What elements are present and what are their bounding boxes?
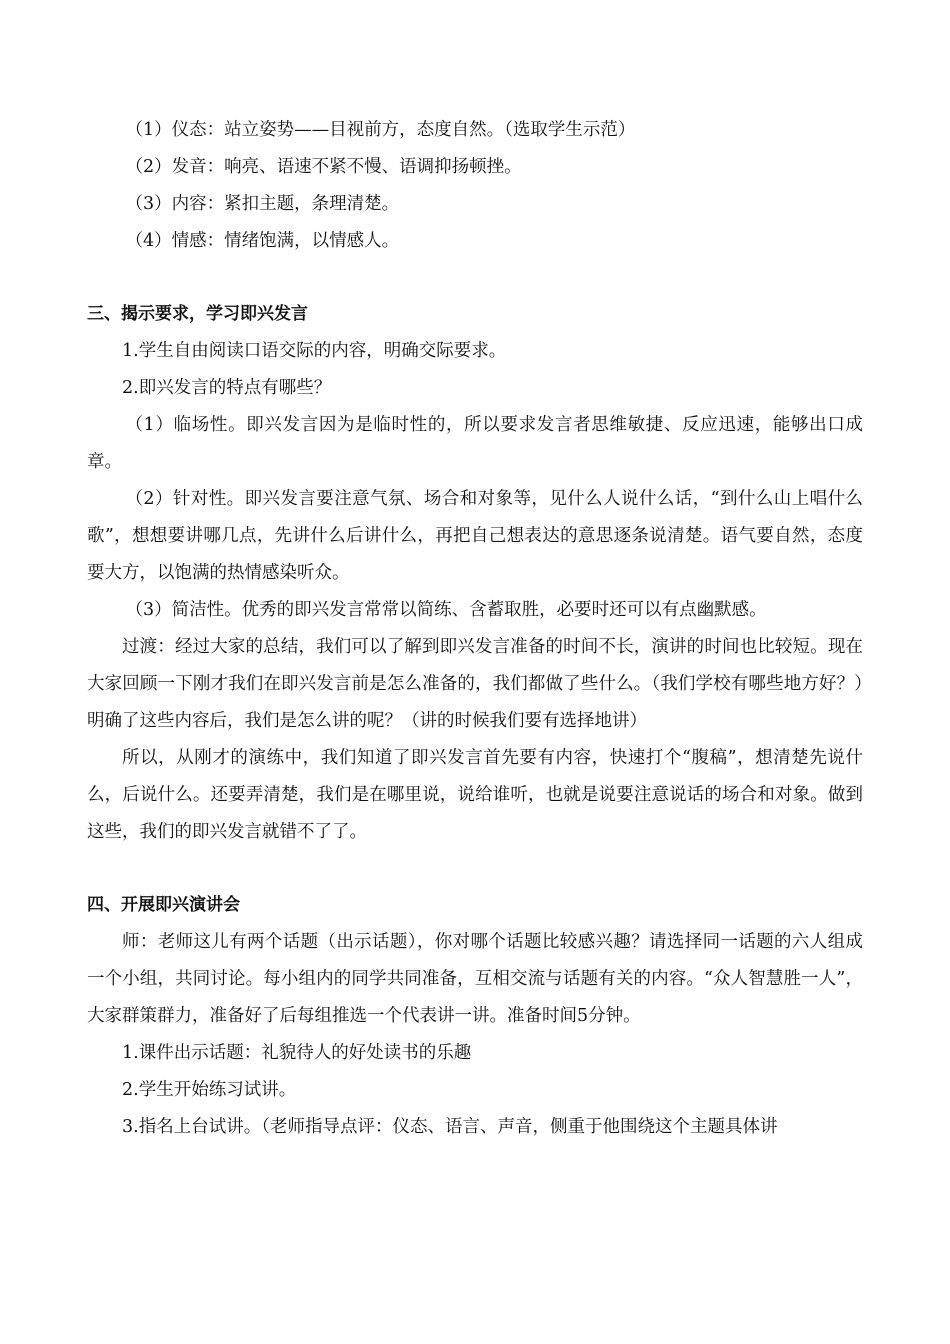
paragraph: （1）临场性。即兴发言因为是临时性的，所以要求发言者思维敏捷、反应迅速，能够出口成章。	[87, 415, 863, 472]
paragraph: 2.学生开始练习试讲。	[122, 1080, 297, 1100]
list-item: （1）仪态：站立姿势——目视前方，态度自然。（选取学生示范）	[125, 120, 636, 140]
paragraph: （3）简洁性。优秀的即兴发言常常以简练、含蓄取胜，必要时还可以有点幽默感。	[125, 600, 767, 620]
paragraph: 1.课件出示话题：礼貌待人的好处读书的乐趣	[122, 1043, 472, 1063]
section-heading-4: 四、开展即兴演讲会	[87, 895, 240, 915]
paragraph: 过渡：经过大家的总结，我们可以了解到即兴发言准备的时间不长，演讲的时间也比较短。现在大家回顾一下刚才我们在即兴发言前是怎么准备的，我们都做了些什么。（我们学校有哪些地方好？）明确了这些内容后，我们是怎么讲的呢？（讲的时候我们要有选择地讲）	[87, 637, 863, 731]
list-item: （2）发音：响亮、语速不紧不慢、语调抑扬顿挫。	[125, 157, 522, 177]
document-page	[87, 112, 863, 1146]
paragraph: 所以，从刚才的演练中，我们知道了即兴发言首先要有内容，快速打个“腹稿”，想清楚先说什么，后说什么。还要弄清楚，我们是在哪里说，说给谁听，也就是说要注意说话的场合和对象。做到这些，我们的即兴发言就错不了了。	[87, 748, 863, 842]
section-heading-3: 三、揭示要求，学习即兴发言	[87, 304, 308, 324]
paragraph: 3.指名上台试讲。（老师指导点评：仪态、语言、声音，侧重于他围绕这个主题具体讲	[122, 1117, 778, 1137]
paragraph: 师：老师这儿有两个话题（出示话题），你对哪个话题比较感兴趣？请选择同一话题的六人组成一个小组，共同讨论。每小组内的同学共同准备，互相交流与话题有关的内容。“众人智慧胜一人”，大家群策群力，准备好了后每组推选一个代表讲一讲。准备时间5分钟。	[87, 932, 863, 1026]
paragraph: 1.学生自由阅读口语交际的内容，明确交际要求。	[122, 341, 507, 361]
list-item: （3）内容：紧扣主题，条理清楚。	[125, 194, 400, 214]
paragraph: （2）针对性。即兴发言要注意气氛、场合和对象等，见什么人说什么话，“到什么山上唱什么歌”，想想要讲哪几点，先讲什么后讲什么，再把自己想表达的意思逐条说清楚。语气要自然，态度要大方，以饱满的热情感染听众。	[87, 489, 863, 583]
list-item: （4）情感：情绪饱满，以情感人。	[125, 231, 400, 251]
paragraph: 2.即兴发言的特点有哪些？	[122, 378, 332, 398]
